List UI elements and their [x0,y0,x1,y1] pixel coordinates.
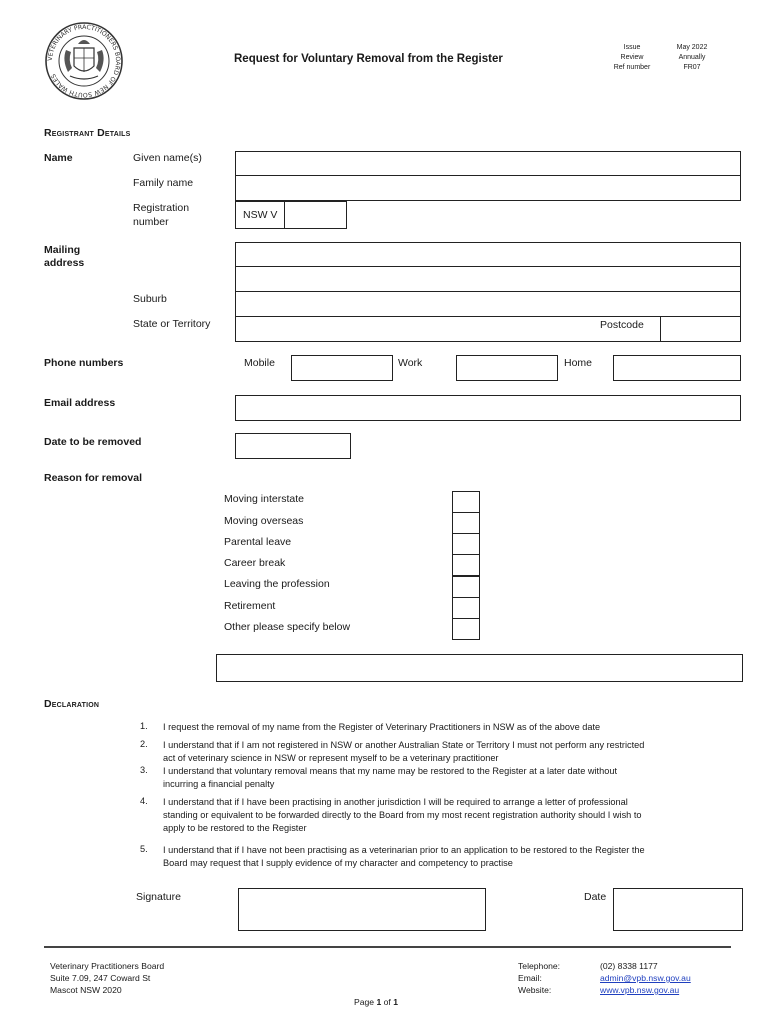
state-label: State or Territory [133,318,211,330]
board-seal-logo [38,20,130,102]
declaration-item-text [163,765,743,791]
reason-item-other-checkbox[interactable] [452,618,480,640]
website-link[interactable]: www.vpb.nsw.gov.au [600,985,680,995]
reason-item-overseas-label: Moving overseas [224,515,304,527]
email-contact-label: Email: [518,973,542,983]
page-prefix: Page [354,997,375,1007]
declaration-line: I request the removal of my name from the Register of Veterinary Practitioners in NSW as of the above date [163,722,601,732]
postcode-field[interactable] [660,316,741,342]
email-field[interactable] [235,395,741,421]
registration-number-label-1: Registration [133,202,190,214]
postcode-label-cell [594,316,661,342]
email-label: Email address [44,397,116,409]
mobile-label: Mobile [244,357,275,369]
name-label: Name [44,152,73,164]
declaration-item-text [163,721,743,734]
footer-contact-values [600,960,691,996]
given-name-field[interactable] [235,151,741,176]
declaration-item-text [163,844,743,870]
work-label: Work [398,357,423,369]
issue-label: Issue [623,44,641,51]
document-title: Request for Voluntary Removal from the Register [234,53,503,65]
page-of: of [383,997,391,1007]
registration-prefix-box [235,201,285,229]
work-field[interactable] [456,355,558,381]
meta-values [666,43,718,73]
telephone-label: Telephone: [518,961,561,971]
footer-contact-labels [518,960,560,996]
declaration-date-field[interactable] [613,888,743,931]
reason-item-leaving-label: Leaving the profession [224,578,330,590]
declaration-item-number: 3. [140,765,148,775]
declaration-item-number: 5. [140,844,148,854]
given-name-label: Given name(s) [133,152,202,164]
footer-org: Veterinary Practitioners Board [50,961,165,971]
family-name-label: Family name [133,177,194,189]
declaration-line: Board may request that I supply evidence of my character and competency to practise [163,858,513,868]
date-removed-label: Date to be removed [44,436,142,448]
reason-item-career-break-checkbox[interactable] [452,554,480,576]
declaration-section-title: Declaration [44,698,100,710]
declaration-line: incurring a financial penalty [163,779,275,789]
declaration-line: standing or equivalent to be forwarded directly to the Board from my most recent registration authority should I wish to [163,810,642,820]
telephone-value: (02) 8338 1177 [600,961,658,971]
website-label: Website: [518,985,552,995]
date-removed-field[interactable] [235,433,351,459]
declaration-line: apply to be restored to the Register [163,823,307,833]
registration-number-label-2: number [133,216,169,228]
issue-value: May 2022 [676,44,708,51]
reason-item-interstate-label: Moving interstate [224,493,304,505]
state-field[interactable] [235,316,595,342]
declaration-item-number: 4. [140,796,148,806]
declaration-line: I understand that if I am not registered in NSW or another Australian State or Territory I must not perform any restricted [163,740,645,750]
declaration-line: I understand that if I have not been practising as a veterinarian prior to an application to be restored to the Register the [163,845,645,855]
review-value: Annually [678,54,706,61]
meta-labels [606,43,658,73]
declaration-line: I understand that voluntary removal means that my name may be restored to the Register at a later date without [163,766,617,776]
footer-divider [44,946,731,948]
ref-number-value: FR07 [683,64,701,71]
reason-item-retirement-label: Retirement [224,600,276,612]
page-total: 1 [393,997,398,1007]
reason-item-leaving-checkbox[interactable] [452,576,480,598]
mobile-field[interactable] [291,355,393,381]
reason-item-parental-checkbox[interactable] [452,533,480,555]
declaration-date-label: Date [584,891,607,903]
registration-number-field[interactable] [284,201,347,229]
mailing-address-line-1[interactable] [235,242,741,267]
seal-text: VETERINARY PRACTITIONERS BOARD OF NEW SOUTH WALES [46,23,122,99]
review-label: Review [620,54,644,61]
ref-number-label: Ref number [613,64,651,71]
postcode-label: Postcode [600,319,644,331]
suburb-label: Suburb [133,293,167,305]
declaration-item-number: 2. [140,739,148,749]
home-label: Home [564,357,593,369]
declaration-item-number: 1. [140,721,148,731]
registration-prefix: NSW V [243,209,278,221]
reason-item-interstate-checkbox[interactable] [452,491,480,513]
mailing-address-label-2: address [44,257,85,269]
mailing-address-line-2[interactable] [235,266,741,292]
declaration-item-text [163,796,743,835]
family-name-field[interactable] [235,175,741,201]
registrant-section-title: Registrant Details [44,127,131,139]
other-reason-field[interactable] [216,654,743,682]
suburb-field[interactable] [235,291,741,317]
reason-item-career-break-label: Career break [224,557,286,569]
page-current: 1 [376,997,382,1007]
home-field[interactable] [613,355,741,381]
reason-item-overseas-checkbox[interactable] [452,512,480,534]
reason-item-retirement-checkbox[interactable] [452,597,480,619]
page-number [354,996,398,1008]
reason-item-parental-label: Parental leave [224,536,292,548]
reason-label: Reason for removal [44,472,143,484]
reason-item-other-label: Other please specify below [224,621,351,633]
email-link[interactable]: admin@vpb.nsw.gov.au [600,973,691,983]
signature-label: Signature [136,891,181,903]
signature-field[interactable] [238,888,486,931]
footer-address [50,960,164,996]
mailing-address-label-1: Mailing [44,244,81,256]
footer-address-line-2: Mascot NSW 2020 [50,985,122,995]
declaration-line: I understand that if I have been practising in another jurisdiction I will be required to arrange a letter of professional [163,797,628,807]
declaration-line: act of veterinary science in NSW or represent myself to be a veterinary practitioner [163,753,499,763]
declaration-item-text [163,739,743,765]
footer-address-line-1: Suite 7.09, 247 Coward St [50,973,151,983]
phone-numbers-label: Phone numbers [44,357,124,369]
